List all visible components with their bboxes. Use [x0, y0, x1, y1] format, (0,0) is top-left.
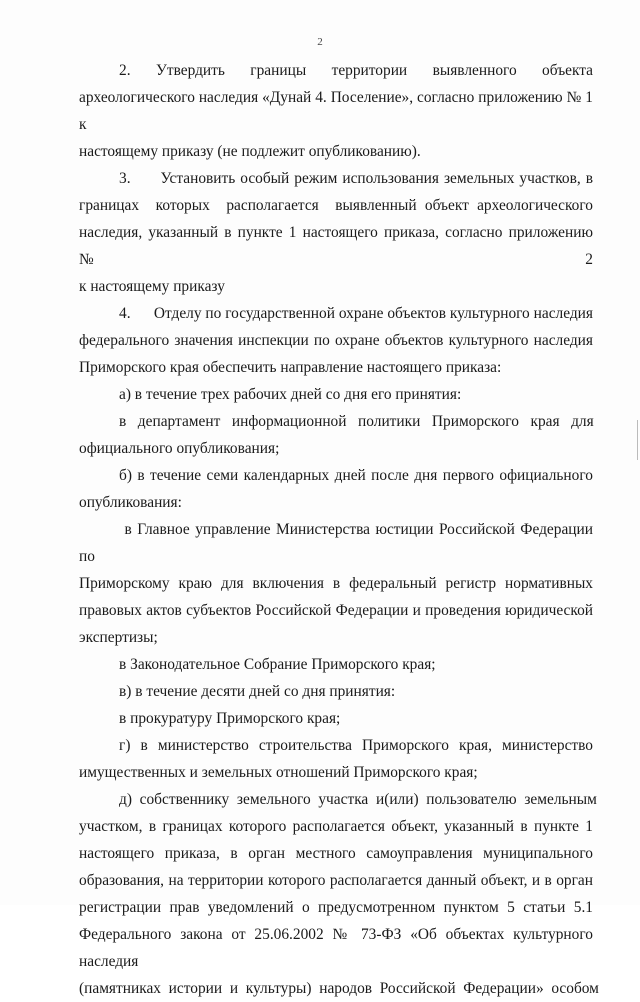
paragraph-2-line-2: границах которых располагается выявленный объект археологического	[79, 197, 593, 214]
paragraph-12-line-6: Федерального закона от 25.06.2002 № 73-ФЗ «Об объектах культурного наследия	[79, 926, 593, 970]
paragraph-7-line-3: правовых актов субъектов Российской Федерации и проведения юридической	[79, 602, 593, 619]
paragraph-9-line-1: в) в течение десяти дней со дня принятия:	[119, 683, 396, 700]
paragraph-2-line-1: 3. Установить особый режим использования земельных участков, в	[119, 170, 593, 187]
paragraph-12-line-4: образования, на территории которого располагается данный объект, и в орган	[79, 872, 593, 889]
paragraph-4-line-1: а) в течение трех рабочих дней со дня его принятия:	[119, 386, 462, 403]
paragraph-3-line-3: Приморского края обеспечить направление настоящего приказа:	[79, 359, 502, 376]
paragraph-12-line-1: д) собственнику земельного участка и(или) пользователю земельным	[119, 791, 597, 808]
paragraph-7-line-4: экспертизы;	[79, 629, 158, 646]
paragraph-7-line-1: в Главное управление Министерства юстиции Российской Федерации по	[79, 521, 593, 565]
paragraph-1-line-3: настоящему приказу (не подлежит опубликованию).	[79, 143, 421, 160]
paragraph-11-line-1: г) в министерство строительства Приморского края, министерство	[119, 737, 593, 754]
scan-edge-mark	[637, 420, 638, 460]
paragraph-2-line-4: к настоящему приказу	[79, 278, 225, 295]
paragraph-6-line-1: б) в течение семи календарных дней после дня первого официального	[119, 467, 593, 484]
paragraph-10-line-1: в прокуратуру Приморского края;	[119, 710, 341, 727]
paragraph-3-line-1: 4. Отделу по государственной охране объектов культурного наследия	[119, 305, 593, 322]
paragraph-12-line-7: (памятниках истории и культуры) народов Российской Федерации» особом	[79, 980, 599, 997]
paragraph-5-line-2: официального опубликования;	[79, 440, 280, 457]
paragraph-12-line-3: настоящего приказа, в орган местного самоуправления муниципального	[79, 845, 593, 862]
paragraph-12-line-2: участком, в границах которого располагается объект, указанный в пункте 1	[79, 818, 593, 835]
paragraph-8-line-1: в Законодательное Собрание Приморского края;	[119, 656, 436, 673]
paragraph-12-line-5: регистрации прав уведомлений о предусмотренном пунктом 5 статьи 5.1	[79, 899, 593, 916]
paragraph-3-line-2: федерального значения инспекции по охране объектов культурного наследия	[79, 332, 593, 349]
paragraph-5-line-1: в департамент информационной политики Приморского края для	[119, 413, 594, 430]
paragraph-1-line-1: 2. Утвердить границы территории выявленного объекта	[119, 62, 593, 79]
paragraph-2-line-3: наследия, указанный в пункте 1 настоящего приказа, согласно приложению № 2	[79, 224, 593, 268]
paragraph-1-line-2: археологического наследия «Дунай 4. Поселение», согласно приложению № 1 к	[79, 89, 593, 133]
page-number: 2	[317, 36, 323, 48]
document-body	[79, 57, 599, 1002]
paragraph-11-line-2: имущественных и земельных отношений Приморского края;	[79, 764, 478, 781]
paragraph-6-line-2: опубликования:	[79, 494, 182, 511]
paragraph-7-line-2: Приморскому краю для включения в федеральный регистр нормативных	[79, 575, 593, 592]
